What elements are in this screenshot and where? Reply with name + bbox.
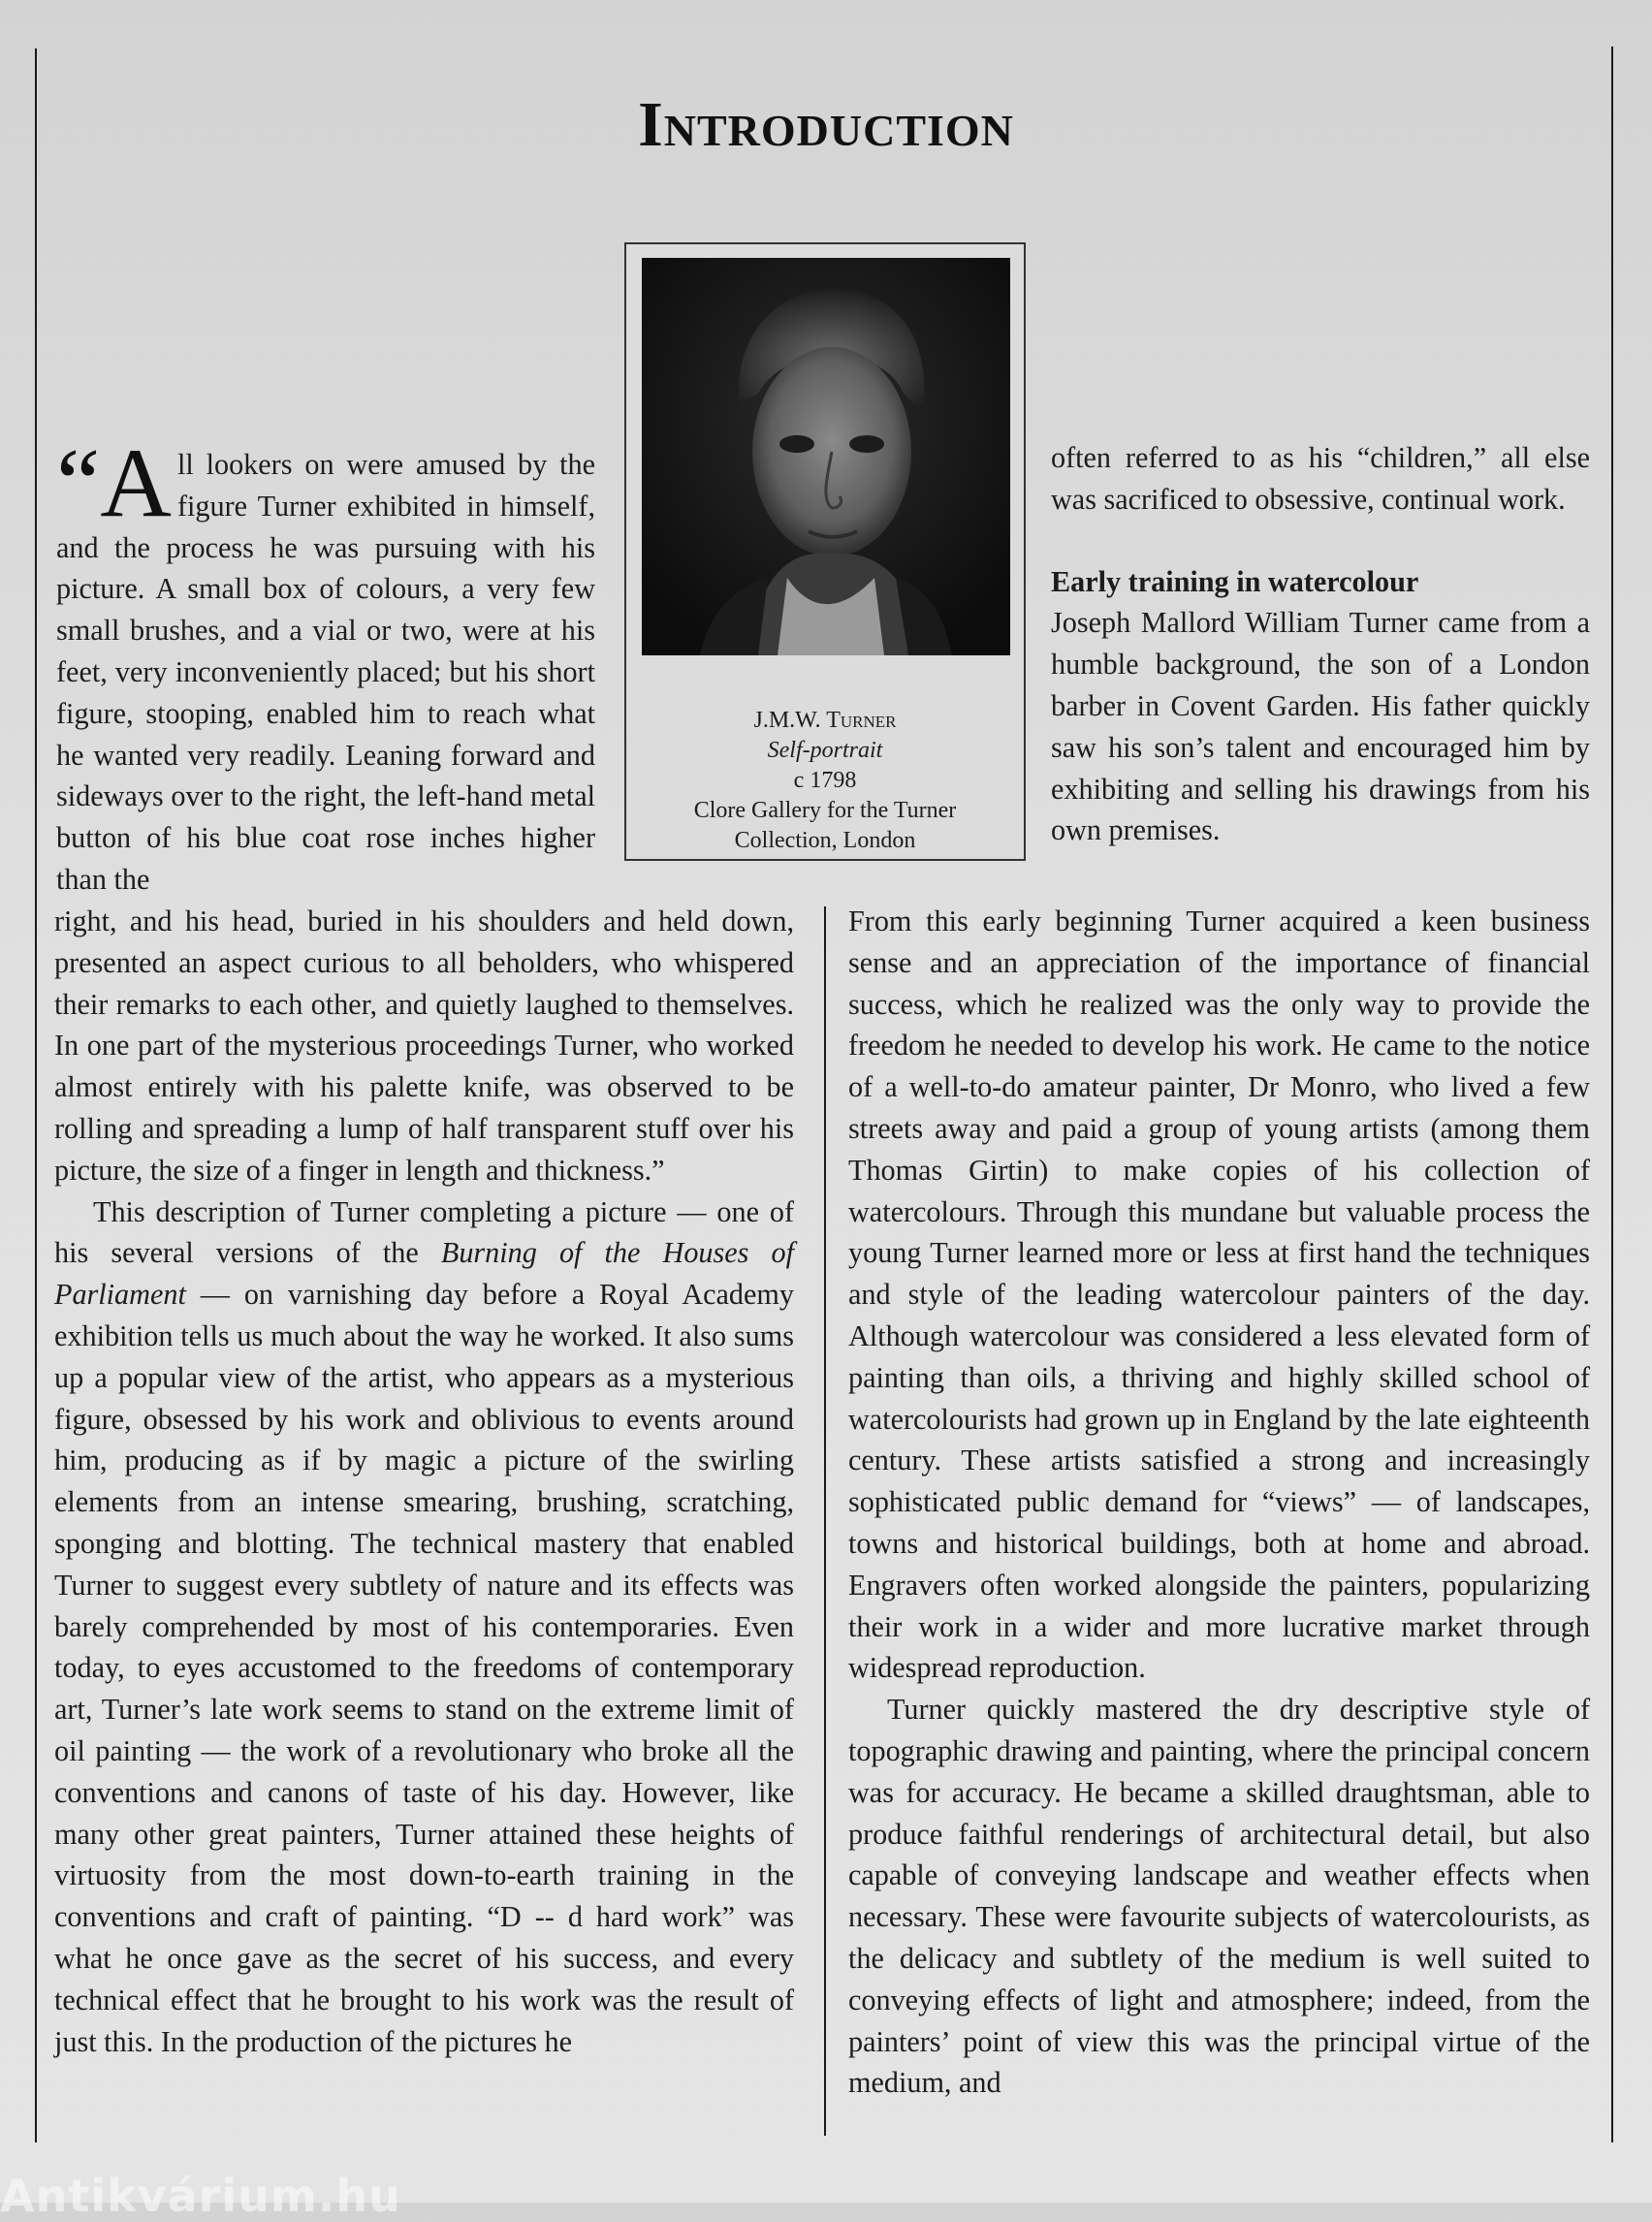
caption-collection-line1: Clore Gallery for the Turner bbox=[693, 798, 957, 823]
topographic-paragraph: Turner quickly mastered the dry descriptive style of topographic drawing and painting, where the principal concern was for accuracy. He became a skilled draughtsman, able to produce faithful renderings of architectural detail, but also capable of conveying landscape and weather effects when necessary. These were favourite subjects of watercolourists, as the delicacy and subtlety of the medium is well suited to conveying effects of light and atmosphere; indeed, from the painters’ point of view this was the principal virtue of the medium, and bbox=[848, 1693, 1590, 2100]
right-column-narrow bbox=[1051, 437, 1590, 851]
figure-caption bbox=[626, 706, 1024, 856]
right-margin-rule bbox=[1611, 47, 1613, 2143]
left-column-lower bbox=[54, 901, 794, 2062]
continuation-text: often referred to as his “children,” all else was sacrificed to obsessive, continual work. bbox=[1051, 441, 1590, 516]
opening-quote-continued: right, and his head, buried in his shoulders and held down, presented an aspect curious to all beholders, who whispered their remarks to each other, and quietly laughed to themselves. In one part of the mysterious proceedings Turner, who worked almost entirely with his palette knife, was observed to be rolling and spreading a lump of half transparent stuff over his picture, the size of a finger in length and thickness.” bbox=[54, 905, 794, 1187]
caption-work-title: Self-portrait bbox=[767, 738, 883, 763]
left-column-narrow bbox=[56, 429, 595, 901]
self-portrait-image bbox=[642, 258, 1010, 655]
caption-artist: J.M.W. Turner bbox=[753, 708, 897, 733]
drop-cap: “A bbox=[56, 429, 172, 538]
right-column-lower bbox=[848, 901, 1590, 2104]
page-title: Introduction bbox=[638, 89, 1014, 161]
paragraph-description-end: — on varnishing day before a Royal Academy exhibition tells us much about the way he worked. It also sums up a popular view of the artist, who appears as a mysterious figure, obsessed by his work and oblivious to events around him, producing as if by magic a picture of the swirling elements from an intense smearing, brushing, scratching, sponging and blotting. The technical mastery that enabled Turner to suggest every subtlety of nature and its effects was barely comprehended by most of his contemporaries. Even today, to eyes accustomed to the freedoms of contemporary art, Turner’s late work seems to stand on the extreme limit of oil painting — the work of a revolutionary who broke all the conventions and canons of taste of his day. However, like many other great painters, Turner attained these heights of virtuosity from the most down-to-earth training in the conventions and craft of painting. “D -- d hard work” was what he once gave as the secret of his success, and every technical effect that he brought to his work was the result of just this. In the production of the pictures he bbox=[54, 1278, 794, 2058]
opening-quote-text: ll lookers on were amused by the figure Turner exhibited in himself, and the process he was pursuing with his picture. A small box of colours, a very few small brushes, and a vial or two, were at his feet, very inconveniently placed; but his short figure, stooping, enabled him to reach what he wanted very readily. Leaning forward and sideways over to the right, the left-hand metal button of his blue coat rose inches higher than the bbox=[56, 448, 595, 896]
section-heading: Early training in watercolour bbox=[1051, 564, 1419, 598]
opening-quote bbox=[56, 429, 595, 901]
early-training-paragraph: Joseph Mallord William Turner came from a humble background, the son of a London barber in Covent Garden. His father quickly saw his son’s talent and encouraged him by exhibiting and selling his drawings from his own premises. bbox=[1051, 606, 1590, 847]
paragraph-description bbox=[54, 1191, 794, 2063]
paragraph-description-start: This description of Turner completing a picture — one of his several versions of the bbox=[54, 1194, 794, 1270]
figure-frame bbox=[624, 242, 1026, 861]
caption-collection-line2: Collection, London bbox=[734, 828, 916, 853]
left-margin-rule bbox=[35, 48, 37, 2143]
early-training-paragraph-continued: From this early beginning Turner acquired a keen business sense and an appreciation of the importance of financial success, which he realized was the only way to provide the freedom he needed to develop his work. He came to the notice of a well-to-do amateur painter, Dr Monro, who lived a few streets away and paid a group of young artists (among them Thomas Girtin) to make copies of his collection of watercolours. Through this mundane but valuable process the young Turner learned more or less at first hand the techniques and style of the leading watercolour painters of the day. Although watercolour was considered a less elevated form of painting than oils, a thriving and highly skilled school of watercolourists had grown up in England by the late eighteenth century. These artists satisfied a strong and increasingly sophisticated public demand for “views” — of landscapes, towns and historical buildings, both at home and abroad. Engravers often worked alongside the painters, popularizing their work in a wider and more lucrative market through widespread reproduction. bbox=[848, 905, 1590, 1685]
caption-date: c 1798 bbox=[793, 768, 857, 793]
painting-title: Burning of the Houses of Parliament bbox=[54, 1236, 794, 1312]
column-divider bbox=[824, 906, 826, 2136]
watermark: Antikvárium.hu bbox=[0, 2170, 401, 2222]
